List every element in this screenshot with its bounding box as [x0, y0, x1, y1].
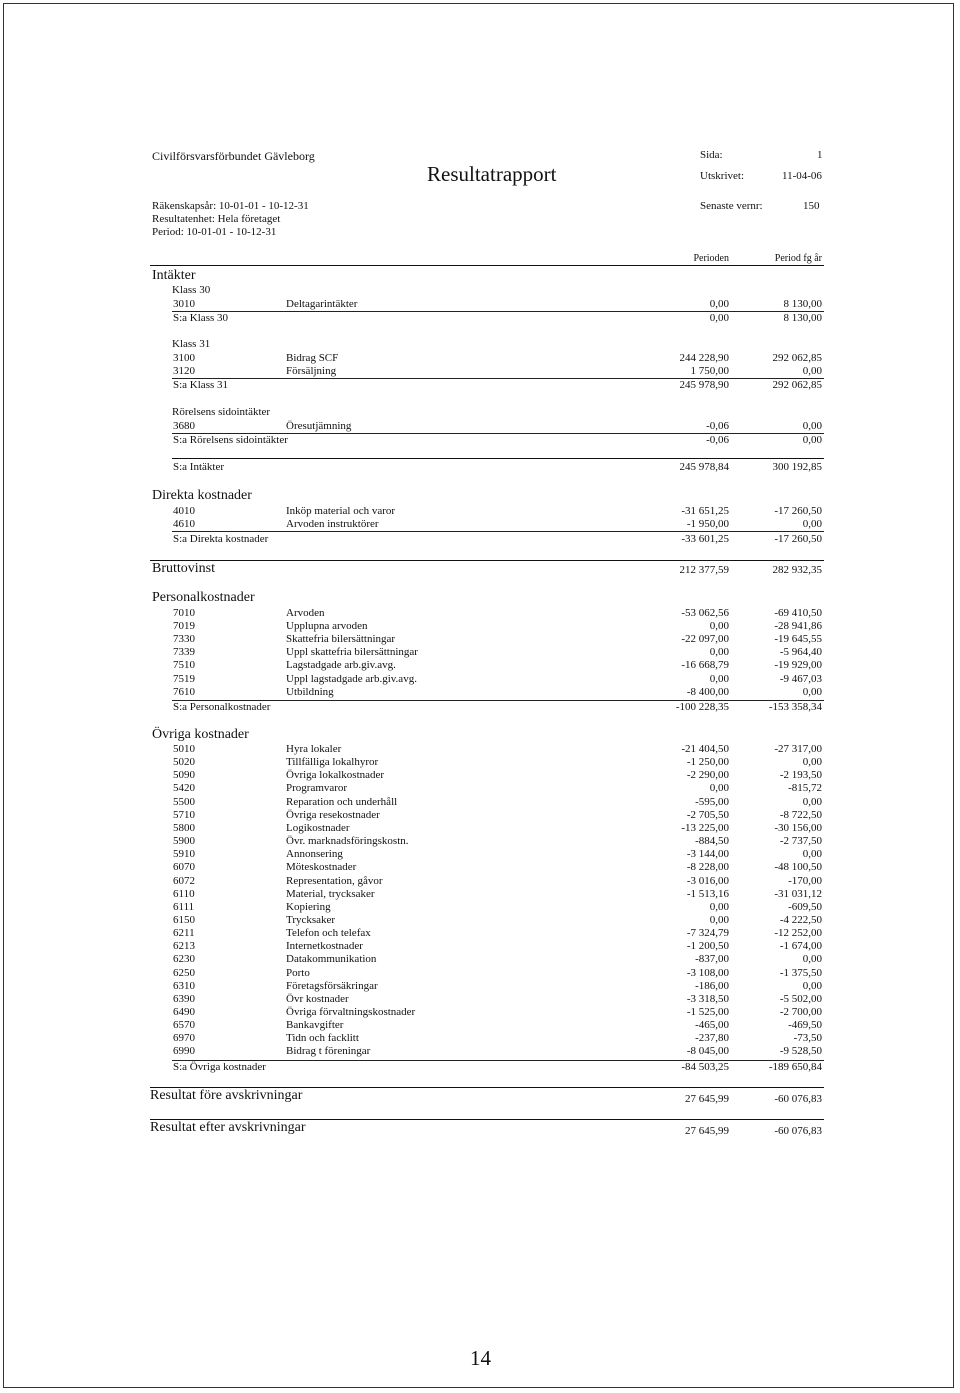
- amount-prev: -12 252,00: [774, 927, 822, 940]
- table-row: [0, 927, 960, 940]
- amount-period: 1 750,00: [690, 365, 729, 377]
- amount-period: -84 503,25: [681, 1061, 729, 1073]
- account-name: Hyra lokaler: [286, 743, 342, 755]
- table-row: [0, 901, 960, 914]
- amount-prev: -1 375,50: [779, 966, 822, 979]
- amount-prev: 0,00: [802, 518, 822, 530]
- table-row: [0, 769, 960, 782]
- amount-period: -1 525,00: [686, 1006, 729, 1018]
- vernr-label: Senaste vernr:: [700, 200, 763, 212]
- account-code: 5420: [173, 782, 195, 795]
- account-code: 3120: [173, 365, 195, 377]
- section-heading-personal: Personalkostnader: [152, 590, 255, 605]
- table-row: [0, 505, 960, 518]
- vernr-value: 150: [803, 200, 820, 212]
- account-code: 6390: [173, 992, 195, 1005]
- account-code: 3680: [173, 420, 195, 432]
- sum-row: [0, 533, 960, 546]
- table-row: [0, 993, 960, 1006]
- sum-label: S:a Personalkostnader: [173, 701, 271, 713]
- amount-period: -8 228,00: [686, 861, 729, 874]
- account-name: Internetkostnader: [286, 940, 363, 953]
- amount-prev: -815,72: [788, 782, 822, 795]
- amount-prev: -189 650,84: [768, 1061, 822, 1073]
- account-code: 6230: [173, 953, 195, 966]
- table-row: [0, 298, 960, 311]
- account-name: Inköp material och varor: [286, 505, 396, 517]
- amount-period: -884,50: [695, 835, 729, 848]
- table-row: [0, 686, 960, 699]
- amount-period: -837,00: [695, 953, 729, 966]
- table-row: [0, 659, 960, 672]
- account-name: Övriga förvaltningskostnader: [286, 1006, 416, 1018]
- table-row: [0, 620, 960, 633]
- result-after-label: Resultat efter avskrivningar: [150, 1120, 306, 1135]
- account-name: Bidrag SCF: [286, 352, 339, 364]
- amount-period: -53 062,56: [681, 607, 729, 619]
- col-header-prev: Period fg år: [774, 253, 822, 264]
- account-code: 6970: [173, 1032, 195, 1045]
- amount-prev: 0,00: [802, 979, 822, 992]
- amount-period: 245 978,84: [679, 461, 729, 473]
- table-row: [0, 848, 960, 861]
- table-row: [0, 420, 960, 433]
- total-row: [0, 461, 960, 474]
- account-name: Möteskostnader: [286, 861, 357, 874]
- account-code: 3010: [173, 298, 195, 310]
- account-code: 5710: [173, 808, 195, 821]
- account-name: Utbildning: [286, 685, 334, 698]
- account-name: Uppl skattefria bilersättningar: [286, 646, 418, 659]
- amount-prev: 0,00: [802, 420, 822, 432]
- table-row: [0, 809, 960, 822]
- col-header-period: Perioden: [693, 253, 729, 264]
- sum-label: S:a Direkta kostnader: [173, 533, 269, 545]
- sum-label: S:a Rörelsens sidointäkter: [173, 434, 288, 446]
- table-row: [0, 822, 960, 835]
- table-row: [0, 518, 960, 531]
- amount-period: -8 400,00: [686, 685, 729, 698]
- amount-period: -0,06: [706, 420, 729, 432]
- account-name: Porto: [286, 966, 310, 979]
- table-row: [0, 875, 960, 888]
- table-row: [0, 1019, 960, 1032]
- account-code: 7339: [173, 646, 195, 659]
- account-code: 6213: [173, 940, 195, 953]
- amount-period: -13 225,00: [681, 821, 729, 834]
- amount-prev: -30 156,00: [774, 821, 822, 834]
- account-code: 7019: [173, 620, 195, 633]
- total-row: [0, 1093, 960, 1106]
- amount-prev: -2 700,00: [779, 1006, 822, 1018]
- sum-label: S:a Klass 31: [173, 379, 228, 391]
- account-name: Bankavgifter: [286, 1019, 344, 1032]
- table-row: [0, 646, 960, 659]
- account-code: 5800: [173, 821, 195, 834]
- table-row: [0, 756, 960, 769]
- account-name: Programvaror: [286, 782, 348, 795]
- rule: [150, 560, 824, 561]
- result-before-label: Resultat före avskrivningar: [150, 1088, 303, 1103]
- table-row: [0, 1006, 960, 1019]
- amount-period: -1 200,50: [686, 940, 729, 953]
- account-name: Kopiering: [286, 900, 331, 913]
- table-row: [0, 607, 960, 620]
- account-name: Uppl lagstadgade arb.giv.avg.: [286, 672, 417, 685]
- amount-period: 0,00: [709, 782, 729, 795]
- amount-period: 244 228,90: [679, 352, 729, 364]
- amount-prev: -60 076,83: [774, 1093, 822, 1105]
- account-name: Trycksaker: [286, 913, 336, 926]
- amount-period: -0,06: [706, 434, 729, 446]
- account-name: Övr kostnader: [286, 992, 349, 1005]
- account-name: Arvoden: [286, 607, 325, 619]
- page-value: 1: [817, 149, 823, 161]
- account-name: Övriga resekostnader: [286, 808, 380, 821]
- amount-period: -3 144,00: [686, 848, 729, 861]
- amount-period: -33 601,25: [681, 533, 729, 545]
- amount-period: -2 290,00: [686, 769, 729, 782]
- amount-period: 27 645,99: [685, 1125, 729, 1137]
- amount-prev: -1 674,00: [779, 940, 822, 953]
- account-name: Skattefria bilersättningar: [286, 633, 396, 646]
- account-name: Datakommunikation: [286, 953, 377, 966]
- amount-period: -21 404,50: [681, 743, 729, 755]
- amount-period: -186,00: [695, 979, 729, 992]
- amount-period: 212 377,59: [679, 564, 729, 576]
- account-name: Logikostnader: [286, 821, 350, 834]
- amount-prev: 8 130,00: [783, 298, 822, 310]
- amount-period: -31 651,25: [681, 505, 729, 517]
- account-code: 4010: [173, 505, 195, 517]
- account-name: Företagsförsäkringar: [286, 979, 378, 992]
- table-row: [0, 967, 960, 980]
- sum-row: [0, 434, 960, 447]
- sum-row: [0, 701, 960, 714]
- result-unit: Resultatenhet: Hela företaget: [152, 213, 281, 225]
- table-row: [0, 365, 960, 378]
- printed-value: 11-04-06: [782, 170, 822, 182]
- amount-period: 0,00: [709, 672, 729, 685]
- table-row: [0, 1032, 960, 1045]
- group-label-sidointakter: Rörelsens sidointäkter: [172, 406, 271, 418]
- rule: [172, 458, 824, 459]
- amount-period: 0,00: [709, 298, 729, 310]
- group-label-klass30: Klass 30: [172, 284, 211, 296]
- amount-period: -595,00: [695, 795, 729, 808]
- amount-prev: -48 100,50: [774, 861, 822, 874]
- amount-period: -3 108,00: [686, 966, 729, 979]
- account-name: Annonsering: [286, 848, 343, 861]
- amount-period: -2 705,50: [686, 808, 729, 821]
- amount-prev: -170,00: [788, 874, 822, 887]
- sum-label: S:a Övriga kostnader: [173, 1061, 266, 1073]
- account-code: 6570: [173, 1019, 195, 1032]
- sum-row: [0, 1061, 960, 1074]
- sum-label: S:a Klass 30: [173, 312, 228, 324]
- account-name: Tidn och facklitt: [286, 1032, 359, 1045]
- amount-period: -1 950,00: [686, 518, 729, 530]
- account-code: 6310: [173, 979, 195, 992]
- amount-period: -7 324,79: [686, 927, 729, 940]
- table-row: [0, 673, 960, 686]
- amount-period: -22 097,00: [681, 633, 729, 646]
- table-row: [0, 1045, 960, 1058]
- amount-prev: -17 260,50: [774, 533, 822, 545]
- account-code: 6490: [173, 1006, 195, 1018]
- account-code: 6110: [173, 887, 195, 900]
- amount-period: -8 045,00: [686, 1045, 729, 1058]
- amount-period: -465,00: [695, 1019, 729, 1032]
- amount-prev: 0,00: [802, 848, 822, 861]
- amount-prev: -5 502,00: [779, 992, 822, 1005]
- account-name: Deltagarintäkter: [286, 298, 358, 310]
- table-row: [0, 796, 960, 809]
- table-row: [0, 861, 960, 874]
- account-code: 7510: [173, 659, 195, 672]
- amount-prev: -4 222,50: [779, 913, 822, 926]
- account-code: 6111: [173, 900, 195, 913]
- amount-prev: 8 130,00: [783, 312, 822, 324]
- amount-prev: -28 941,86: [774, 620, 822, 633]
- account-name: Övriga lokalkostnader: [286, 769, 385, 782]
- account-code: 5090: [173, 769, 195, 782]
- amount-prev: -5 964,40: [779, 646, 822, 659]
- account-code: 6070: [173, 861, 195, 874]
- amount-prev: -9 528,50: [779, 1045, 822, 1058]
- page-number: 14: [470, 1346, 491, 1370]
- table-row: [0, 980, 960, 993]
- account-code: 5900: [173, 835, 195, 848]
- account-name: Lagstadgade arb.giv.avg.: [286, 659, 396, 672]
- account-code: 7519: [173, 672, 195, 685]
- account-code: 6990: [173, 1045, 195, 1058]
- amount-prev: -8 722,50: [779, 808, 822, 821]
- account-code: 5500: [173, 795, 195, 808]
- printed-label: Utskrivet:: [700, 170, 744, 182]
- total-row: [0, 564, 960, 577]
- account-name: Material, trycksaker: [286, 887, 375, 900]
- table-row: [0, 835, 960, 848]
- amount-prev: 292 062,85: [772, 352, 822, 364]
- fiscal-year: Räkenskapsår: 10-01-01 - 10-12-31: [152, 200, 309, 212]
- amount-period: 0,00: [709, 620, 729, 633]
- amount-period: -237,80: [695, 1032, 729, 1045]
- amount-prev: 0,00: [802, 685, 822, 698]
- org-name: Civilförsvarsförbundet Gävleborg: [152, 149, 315, 163]
- amount-prev: -2 737,50: [779, 835, 822, 848]
- amount-period: -16 668,79: [681, 659, 729, 672]
- amount-period: 0,00: [709, 900, 729, 913]
- section-heading-direkta: Direkta kostnader: [152, 488, 252, 503]
- account-name: Övr. marknadsföringskostn.: [286, 835, 409, 848]
- table-row: [0, 633, 960, 646]
- account-name: Öresutjämning: [286, 420, 352, 432]
- account-code: 7610: [173, 685, 195, 698]
- amount-period: 0,00: [709, 312, 729, 324]
- amount-prev: -73,50: [793, 1032, 822, 1045]
- amount-prev: 282 932,35: [772, 564, 822, 576]
- amount-period: 27 645,99: [685, 1093, 729, 1105]
- table-row: [0, 914, 960, 927]
- amount-prev: -17 260,50: [774, 505, 822, 517]
- account-name: Representation, gåvor: [286, 874, 383, 887]
- amount-prev: -31 031,12: [774, 887, 822, 900]
- amount-prev: -19 645,55: [774, 633, 822, 646]
- amount-prev: 0,00: [802, 756, 822, 769]
- amount-prev: 0,00: [802, 365, 822, 377]
- table-row: [0, 888, 960, 901]
- group-label-klass31: Klass 31: [172, 338, 211, 350]
- account-code: 4610: [173, 518, 195, 530]
- period: Period: 10-01-01 - 10-12-31: [152, 226, 277, 238]
- account-code: 5910: [173, 848, 195, 861]
- amount-period: -1 513,16: [686, 887, 729, 900]
- account-code: 6211: [173, 927, 195, 940]
- table-row: [0, 352, 960, 365]
- account-code: 3100: [173, 352, 195, 364]
- amount-prev: 300 192,85: [772, 461, 822, 473]
- amount-prev: 292 062,85: [772, 379, 822, 391]
- sum-row: [0, 379, 960, 392]
- table-row: [0, 940, 960, 953]
- account-name: Reparation och underhåll: [286, 795, 398, 808]
- bruttovinst-label: Bruttovinst: [152, 561, 216, 576]
- page-label: Sida:: [700, 149, 723, 161]
- total-label: S:a Intäkter: [173, 461, 225, 473]
- account-code: 5020: [173, 756, 195, 769]
- account-code: 6150: [173, 913, 195, 926]
- amount-prev: -469,50: [788, 1019, 822, 1032]
- amount-prev: 0,00: [802, 795, 822, 808]
- sum-row: [0, 312, 960, 325]
- amount-period: 245 978,90: [679, 379, 729, 391]
- account-name: Telefon och telefax: [286, 927, 371, 940]
- amount-prev: -2 193,50: [779, 769, 822, 782]
- account-code: 7010: [173, 607, 195, 619]
- header-rule: [150, 265, 824, 266]
- account-code: 7330: [173, 633, 195, 646]
- section-heading-ovriga: Övriga kostnader: [152, 727, 249, 742]
- table-row: [0, 953, 960, 966]
- amount-prev: -9 467,03: [779, 672, 822, 685]
- account-name: Tillfälliga lokalhyror: [286, 756, 379, 769]
- amount-prev: -609,50: [788, 900, 822, 913]
- table-row: [0, 743, 960, 756]
- amount-prev: 0,00: [802, 953, 822, 966]
- amount-prev: -69 410,50: [774, 607, 822, 619]
- report-title: Resultatrapport: [427, 162, 557, 186]
- total-row: [0, 1125, 960, 1138]
- amount-period: -1 250,00: [686, 756, 729, 769]
- account-code: 6250: [173, 966, 195, 979]
- amount-prev: -153 358,34: [768, 701, 822, 713]
- section-heading-intakter: Intäkter: [152, 268, 196, 283]
- amount-period: 0,00: [709, 913, 729, 926]
- table-row: [0, 782, 960, 795]
- amount-period: -100 228,35: [675, 701, 729, 713]
- amount-prev: -19 929,00: [774, 659, 822, 672]
- account-name: Försäljning: [286, 365, 337, 377]
- account-code: 6072: [173, 874, 195, 887]
- amount-period: 0,00: [709, 646, 729, 659]
- rule: [172, 531, 824, 532]
- amount-prev: -27 317,00: [774, 743, 822, 755]
- amount-prev: 0,00: [802, 434, 822, 446]
- amount-prev: -60 076,83: [774, 1125, 822, 1137]
- amount-period: -3 016,00: [686, 874, 729, 887]
- account-name: Bidrag t föreningar: [286, 1045, 371, 1058]
- account-name: Upplupna arvoden: [286, 620, 368, 633]
- account-code: 5010: [173, 743, 195, 755]
- amount-period: -3 318,50: [686, 992, 729, 1005]
- account-name: Arvoden instruktörer: [286, 518, 379, 530]
